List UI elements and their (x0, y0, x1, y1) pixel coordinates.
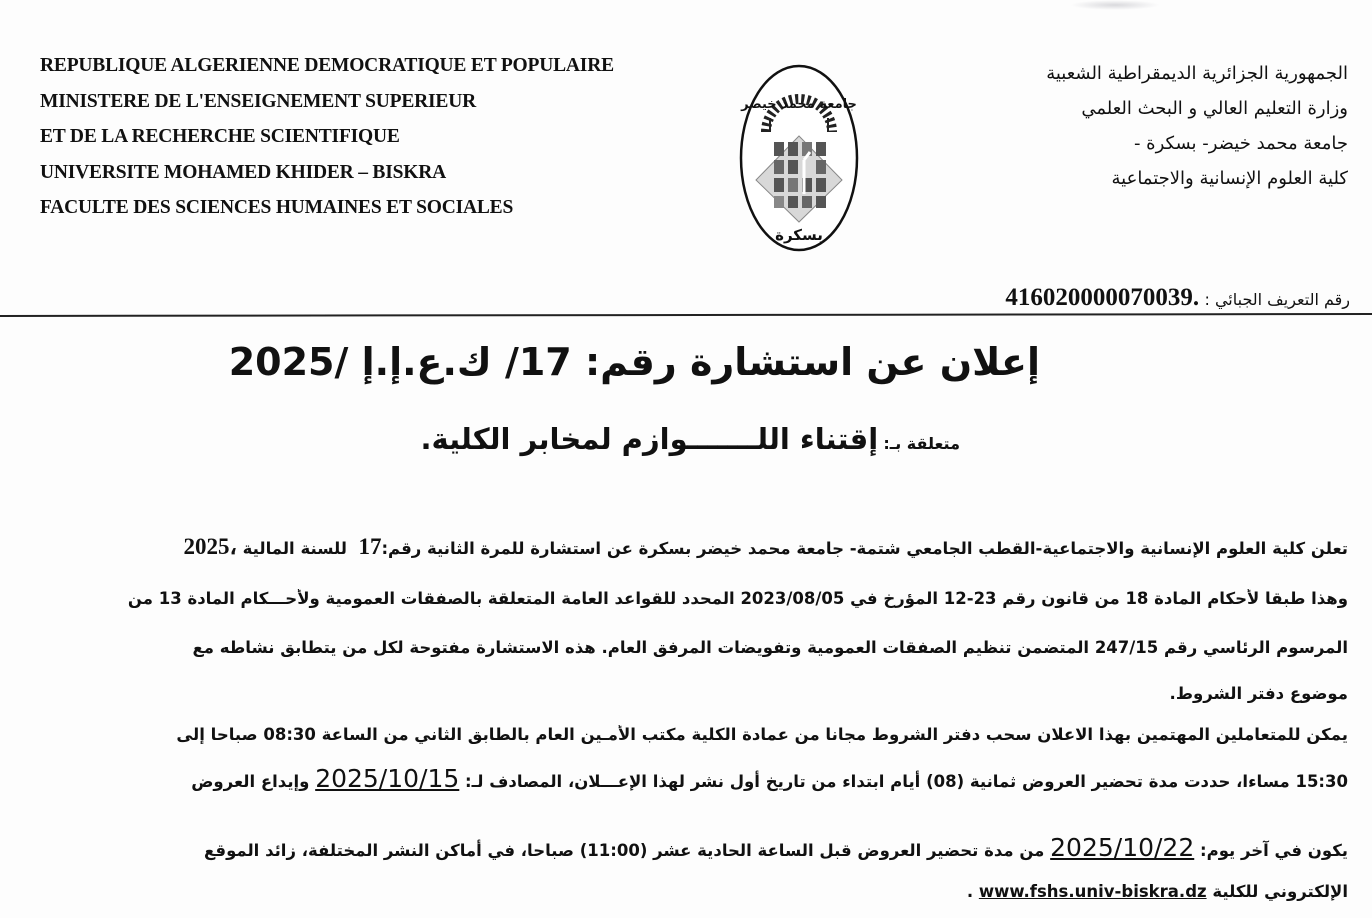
fiscal-year: 2025، (183, 534, 237, 559)
svg-text:جامعة محمد خيضر: جامعة محمد خيضر (741, 97, 857, 112)
faculty-website-link[interactable]: www.fshs.univ-biskra.dz (978, 882, 1207, 901)
header-french (40, 48, 680, 226)
svg-text:بسكرة: بسكرة (775, 226, 823, 244)
announcement-subtitle (300, 422, 960, 456)
body-line-3: المرسوم الرئاسي رقم 247/15 المتضمن تنظيم الصفقات العمومية وتفويضات المرفق العام. هذه الاستشارة مفتوحة لكل من يتطابق نشاطه مع (192, 638, 1348, 657)
p6-part-a: 15:30 مساءا، حددت مدة تحضير العروض ثمانية (08) أيام ابتداء من تاريخ أول نشر لهذا الإعـــلان، المصادف لـ: (465, 772, 1348, 791)
header-ar-line-university: جامعة محمد خيضر- بسكرة - (1133, 133, 1348, 154)
body-line-8 (30, 882, 1348, 901)
subtitle-prefix: متعلقة بـ: (883, 434, 960, 453)
publication-date: 2025/10/15 (315, 764, 460, 793)
header-fr-line-ministry: MINISTERE DE L'ENSEIGNEMENT SUPERIEUR (40, 90, 476, 112)
header-fr-line-republic: REPUBLIQUE ALGERIENNE DEMOCRATIQUE ET POPULAIRE (40, 55, 614, 76)
header-arabic (928, 56, 1348, 196)
scan-artifact (1070, 0, 1160, 10)
fiscal-id-number: 416020000070039. (1005, 284, 1200, 311)
fiscal-id (1005, 284, 1350, 312)
header-fr-line-university: UNIVERSITE MOHAMED KHIDER – BISKRA (40, 161, 447, 183)
subtitle-subject: إقتناء اللـــــــوازم لمخابر الكلية. (420, 422, 879, 456)
consultation-number: 17 (358, 534, 382, 559)
header-divider (0, 313, 1372, 317)
body-line-7 (30, 833, 1348, 862)
p7-part-b: من مدة تحضير العروض قبل الساعة الحادية عشر (11:00) صباحا، في أماكن النشر المختلفة، زائد الموقع (204, 841, 1045, 860)
header-ar-line-republic: الجمهورية الجزائرية الديمقراطية الشعبية (1046, 63, 1348, 84)
header-ar-line-faculty: كلية العلوم الإنسانية والاجتماعية (1111, 168, 1348, 189)
university-logo-icon (738, 62, 860, 254)
body-line-6 (30, 764, 1348, 793)
header-fr-line-research: ET DE LA RECHERCHE SCIENTIFIQUE (40, 126, 400, 147)
body-line-1 (30, 534, 1348, 560)
body-line-5: يمكن للمتعاملين المهتمين بهذا الاعلان سحب دفتر الشروط مجانا من عمادة الكلية مكتب الأمـين العام بالطابق الثاني من الساعة 08:30 صباحا إلى (176, 725, 1348, 744)
p8-part-b: . (966, 882, 974, 901)
header-fr-line-faculty: FACULTE DES SCIENCES HUMAINES ET SOCIALES (40, 197, 514, 218)
deadline-date: 2025/10/22 (1050, 833, 1195, 862)
p8-part-a: الإلكتروني للكلية (1212, 882, 1348, 901)
p6-part-b: وإيداع العروض (191, 772, 310, 791)
fiscal-id-label: رقم التعريف الجبائي : (1204, 290, 1350, 309)
p7-part-a: يكون في آخر يوم: (1200, 841, 1348, 860)
body-line-4: موضوع دفتر الشروط. (1169, 684, 1348, 703)
p1-part-a: تعلن كلية العلوم الإنسانية والاجتماعية-القطب الجامعي شتمة- جامعة محمد خيضر بسكرة عن استشارة للمرة الثانية رقم: (381, 539, 1348, 558)
header-ar-line-ministry: وزارة التعليم العالي و البحث العلمي (1081, 98, 1348, 119)
body-line-2: وهذا طبقا لأحكام المادة 18 من قانون رقم 23-12 المؤرخ في 2023/08/05 المحدد للقواعد العامة المتعلقة بالصفقات العمومية ولأحـــكام المادة 13 من (127, 589, 1348, 608)
p1-part-b: للسنة المالية (242, 539, 347, 558)
announcement-title: إعلان عن استشارة رقم: 17/ ك.ع.إ.إ /2025 (228, 340, 1040, 384)
